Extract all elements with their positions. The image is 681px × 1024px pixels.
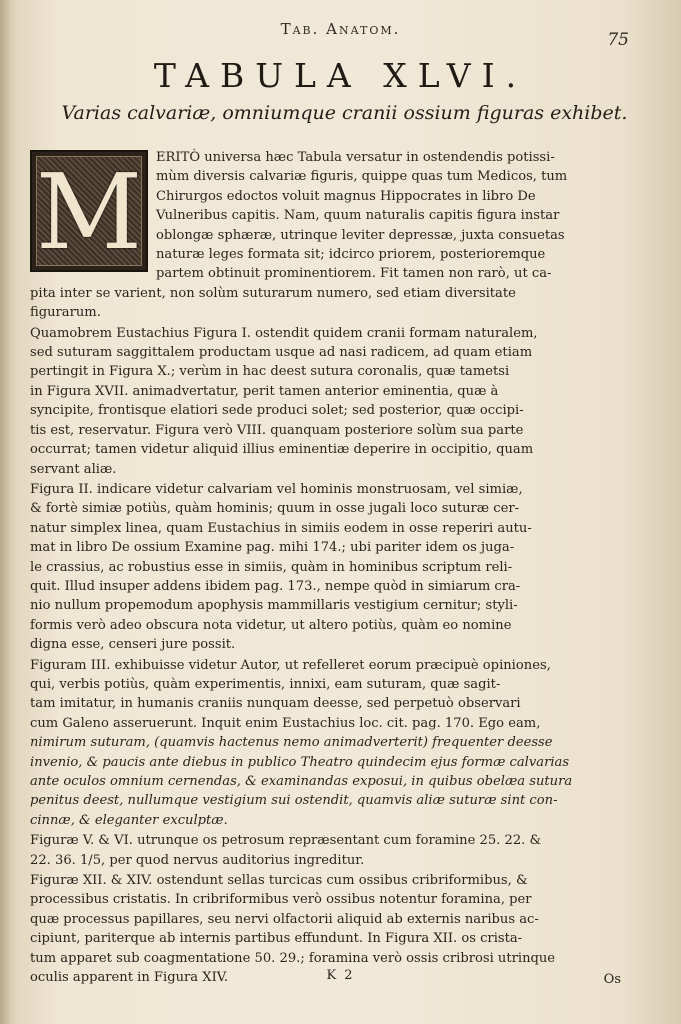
text-line: partem obtinuit prominentiorem. Fit tamen non rarò, ut ca-: [156, 266, 552, 282]
text-line: Figuræ XII. & XIV. ostendunt sellas turcicas cum ossibus cribriformibus, &: [30, 873, 528, 889]
initial-letter: M: [35, 151, 143, 272]
body-text: [30, 148, 637, 988]
text-line: in Figura XVII. animadvertatur, perit tamen anterior eminentia, quæ à: [30, 383, 499, 399]
text-line: natur simplex linea, quam Eustachius in simiis eodem in osse reperiri autu-: [30, 520, 532, 536]
text-line: Vulneribus capitis. Nam, quum naturalis capitis figura instar: [156, 208, 560, 224]
plate-title: TABULA XLVI.: [153, 56, 528, 95]
text-line: penitus deest, nullumque vestigium sui ostendit, quamvis aliæ suturæ sint con-: [30, 793, 558, 809]
text-line: servant aliæ.: [30, 461, 117, 477]
paragraph: [30, 480, 637, 655]
text-line: sed suturam saggittalem productam usque ad nasi radicem, ad quam etiam: [30, 345, 533, 361]
text-line: 22. 36. 1/5, per quod nervus auditorius ingreditur.: [30, 852, 365, 868]
text-line: cum Galeno asseruerunt. Inquit enim Eustachius loc. cit. pag. 170. Ego eam,: [30, 715, 541, 731]
text-line: tum apparet sub coagmentatione 50. 29.; foramina verò ossis cribrosi utrinque: [30, 950, 556, 966]
text-line: pita inter se varient, non solùm suturarum numero, sed etiam diversitate: [30, 285, 516, 301]
text-line: oculis apparent in Figura XIV.: [30, 970, 229, 986]
text-line: syncipite, frontisque elatiori sede produci solet; sed posterior, quæ occipi-: [30, 403, 524, 419]
text-line: cipiunt, pariterque ab internis partibus effundunt. In Figura XII. os crista-: [30, 931, 523, 947]
text-line: digna esse, censeri jure possit.: [30, 637, 236, 653]
paragraph: [30, 831, 637, 870]
text-line: cinnæ, & eleganter exculptæ.: [30, 812, 228, 828]
text-line: ante oculos omnium cernendas, & examinandas exposui, in quibus obelæa sutura: [30, 774, 573, 789]
plate-subtitle: Varias calvariæ, omniumque cranii ossium figuras exhibet.: [61, 102, 628, 124]
text-line: oblongæ sphæræ, utrinque leviter depressæ, juxta consuetas: [156, 227, 565, 243]
text-line: nio nullum propemodum apophysis mammillaris vestigium cernitur; styli-: [30, 598, 518, 614]
catchword: Os: [603, 972, 621, 987]
text-line: occurrat; tamen videtur aliquid illius eminentiæ deperire in occipitio, quam: [30, 442, 534, 458]
text-line: ERITÒ universa hæc Tabula versatur in ostendendis potissi-: [156, 150, 555, 165]
text-line: processibus cristatis. In cribriformibus verò ossibus notentur foramina, per: [30, 892, 532, 908]
text-line: invenio, & paucis ante diebus in publico Theatro quindecim ejus formæ calvarias: [30, 754, 570, 770]
text-line: Figuræ V. & VI. utrunque os petrosum repræsentant cum foramine 25. 22. &: [30, 833, 542, 849]
text-line: figurarum.: [30, 305, 101, 321]
running-head: Tab. Anatom.: [280, 20, 401, 38]
text-line: naturæ leges formata sit; idcirco priorem, posterioremque: [156, 247, 546, 263]
book-gutter: [0, 0, 12, 1024]
paragraph: [30, 324, 637, 479]
text-line: qui, verbis potiùs, quàm experimentis, innixi, eam suturam, quæ sagit-: [30, 676, 501, 692]
text-line: quit. Illud insuper addens ibidem pag. 173., nempe quòd in simiarum cra-: [30, 578, 521, 594]
text-line: mùm diversis calvariæ figuris, quippe quas tum Medicos, tum: [156, 169, 568, 185]
text-line: quæ processus papillares, seu nervi olfactorii aliquid ab externis naribus ac-: [30, 911, 539, 927]
text-line: & fortè simiæ potiùs, quàm hominis; quum in osse jugali loco suturæ cer-: [30, 501, 520, 517]
text-line: mat in libro De ossium Examine pag. mihi 174.; ubi pariter idem os juga-: [30, 540, 515, 556]
text-line: le crassius, ac robustius esse in simiis, quàm in hominibus scriptum reli-: [30, 559, 513, 575]
page-number: 75: [607, 30, 629, 50]
text-line: Quamobrem Eustachius Figura I. ostendit quidem cranii formam naturalem,: [30, 325, 538, 341]
paragraph: [30, 656, 637, 831]
text-line: formis verò adeo obscura nota videtur, ut altero potiùs, quàm eo nomine: [30, 617, 512, 633]
signature-mark: K 2: [326, 968, 355, 983]
paragraph-list: [30, 148, 637, 987]
text-line: Figuram III. exhibuisse videtur Autor, ut refelleret eorum præcipuè opiniones,: [30, 657, 551, 673]
text-line: tam imitatur, in humanis craniis nunquam deesse, sed perpetuò observari: [30, 696, 521, 712]
text-line: pertingit in Figura X.; verùm in hac deest sutura coronalis, quæ tametsi: [30, 364, 510, 380]
text-line: tis est, reservatur. Figura verò VIII. quanquam posteriore solùm sua parte: [30, 422, 524, 438]
text-line: Figura II. indicare videtur calvariam vel hominis monstruosam, vel simiæ,: [30, 481, 523, 497]
text-line: nimirum suturam, (quamvis hactenus nemo animadverterit) frequenter deesse: [30, 735, 553, 751]
decorated-initial: [30, 150, 148, 272]
text-line: Chirurgos edoctos voluit magnus Hippocrates in libro De: [156, 188, 536, 204]
